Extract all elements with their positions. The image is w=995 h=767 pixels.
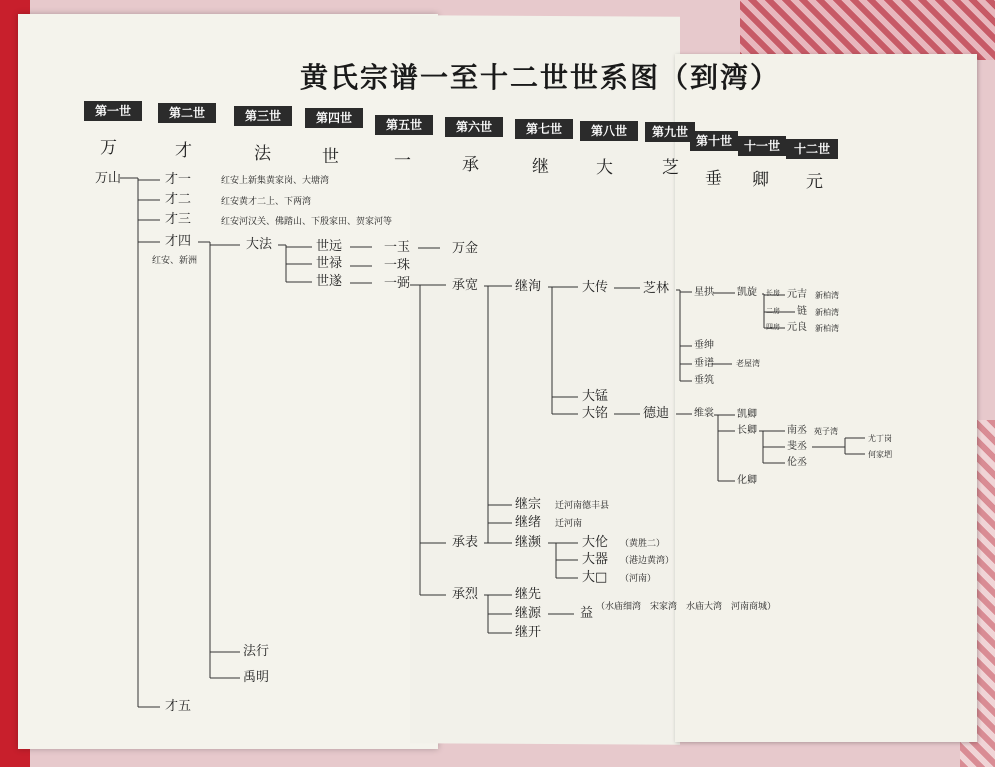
person-shiyuan: 世远 <box>316 239 343 254</box>
note-jizong: 迁河南德丰县 <box>555 501 610 511</box>
generation-char-7: 继 <box>532 157 549 177</box>
person-jiying: 继濒 <box>515 535 542 550</box>
person-caiwu: 才五 <box>165 699 192 714</box>
person-wencheng: 斐丞 <box>787 441 807 452</box>
generation-char-10: 垂 <box>705 169 722 189</box>
chart-title: 黄氏宗谱一至十二世世系图（到湾） <box>300 61 781 94</box>
generation-char-6: 承 <box>462 155 479 175</box>
generation-char-8: 大 <box>596 158 613 178</box>
person-yijiong: 一弼 <box>384 276 411 291</box>
person-chenglie: 承烈 <box>452 587 479 602</box>
person-kaixuan: 凯旋 <box>737 287 757 298</box>
note-yuanliang: 新柏湾 <box>815 324 839 333</box>
note-hejiaao: 何家垇 <box>868 450 892 459</box>
person-huaqing: 化卿 <box>737 475 757 486</box>
person-dalun: 大伦 <box>582 535 609 550</box>
note-lian: 新柏湾 <box>815 308 839 317</box>
person-dabox: 大□ <box>582 570 608 585</box>
generation-badge-2: 第二世 <box>158 103 216 123</box>
person-weixiang: 维裳 <box>694 408 714 419</box>
person-dedi: 德迪 <box>643 406 670 421</box>
note-dalun: （黄胜二） <box>620 539 666 549</box>
person-dameng: 大锰 <box>582 389 609 404</box>
person-dachuan: 大传 <box>582 280 609 295</box>
person-chuisheng: 垂谱 <box>694 358 714 369</box>
note-nancheng: 苑子湾 <box>814 427 838 436</box>
note-caisi: 红安、新洲 <box>152 256 198 266</box>
note-caisan: 红安河汉关、佛踏山、下殷家田、贺家河等 <box>221 217 393 227</box>
person-changqing: 长卿 <box>737 425 757 436</box>
person-yizhu: 一珠 <box>384 258 411 273</box>
generation-char-4: 世 <box>322 147 339 167</box>
generation-badge-9: 第九世 <box>645 122 695 142</box>
person-lian: 链 <box>797 306 807 317</box>
note-youdinggang: 尤丁岗 <box>868 434 892 443</box>
person-daqi: 大器 <box>582 552 609 567</box>
generation-char-2: 才 <box>175 141 192 161</box>
person-chuishen: 垂绅 <box>694 340 714 351</box>
person-luncheng: 伦丞 <box>787 457 807 468</box>
person-jixu: 继绪 <box>515 515 542 530</box>
generation-char-12: 元 <box>806 172 823 192</box>
person-caisi: 才四 <box>165 234 192 249</box>
generation-badge-5: 第五世 <box>375 115 433 135</box>
person-yi: 益 <box>580 606 594 621</box>
note-caiyi: 红安上新集黄家岗、大塘湾 <box>221 176 330 186</box>
note-yi: （水庙细湾 宋家湾 水庙大湾 河南商城） <box>596 602 777 612</box>
person-yuming: 禹明 <box>243 670 270 685</box>
person-chuishu: 垂筑 <box>694 375 714 386</box>
branch-label-3: 四房 <box>766 323 780 331</box>
person-zhilin: 芝林 <box>643 281 670 296</box>
note-caier: 红安黄才二上、下两湾 <box>221 197 312 207</box>
person-caiyi: 才一 <box>165 172 192 187</box>
generation-char-5: 一 <box>394 151 411 171</box>
note-jixu: 迁河南 <box>555 519 583 529</box>
person-nancheng: 南丞 <box>787 425 807 436</box>
generation-badge-8: 第八世 <box>580 121 638 141</box>
person-daming: 大铭 <box>582 406 609 421</box>
person-yiyu: 一玉 <box>384 240 411 255</box>
note-daqi: （港边黄湾） <box>620 556 675 566</box>
person-xinggong: 星拱 <box>694 287 714 298</box>
generation-badge-4: 第四世 <box>305 108 363 128</box>
person-shisui: 世遂 <box>316 274 343 289</box>
person-caisan: 才三 <box>165 212 192 227</box>
branch-label-1: 长房 <box>766 289 780 297</box>
generation-badge-1: 第一世 <box>84 101 142 121</box>
generation-badge-3: 第三世 <box>234 106 292 126</box>
person-kaiqing: 凯卿 <box>737 409 757 420</box>
branch-label-2: 二房 <box>766 307 780 315</box>
generation-char-9: 芝 <box>662 158 679 178</box>
note-dabox: （河南） <box>620 574 657 584</box>
person-jiyuan: 继源 <box>515 606 542 621</box>
person-chengkuan: 承宽 <box>452 278 479 293</box>
generation-badge-6: 第六世 <box>445 117 503 137</box>
person-caier: 才二 <box>165 192 192 207</box>
person-jixian: 继先 <box>515 587 542 602</box>
generation-char-3: 法 <box>254 144 271 164</box>
generation-char-11: 卿 <box>752 170 769 190</box>
generation-char-1: 万 <box>100 138 117 158</box>
person-jixun: 继洵 <box>515 279 542 294</box>
generation-badge-7: 第七世 <box>515 119 573 139</box>
person-jikai: 继开 <box>515 625 542 640</box>
person-chengbiao: 承表 <box>452 535 479 550</box>
generation-badge-10: 第十世 <box>690 131 738 151</box>
person-jizong: 继宗 <box>515 497 542 512</box>
note-yuanji: 新柏湾 <box>815 291 839 300</box>
person-wanshan: 万山 <box>95 171 122 186</box>
person-dafa: 大法 <box>246 237 273 252</box>
person-wanjin: 万金 <box>452 241 479 256</box>
person-faxing: 法行 <box>243 644 270 659</box>
person-yuanliang: 元良 <box>787 322 807 333</box>
generation-badge-12: 十二世 <box>786 139 838 159</box>
generation-badge-11: 十一世 <box>738 136 786 156</box>
person-yuanji: 元吉 <box>787 289 807 300</box>
person-shilu: 世禄 <box>316 256 343 271</box>
note-chuisheng: 老屋湾 <box>736 359 760 368</box>
